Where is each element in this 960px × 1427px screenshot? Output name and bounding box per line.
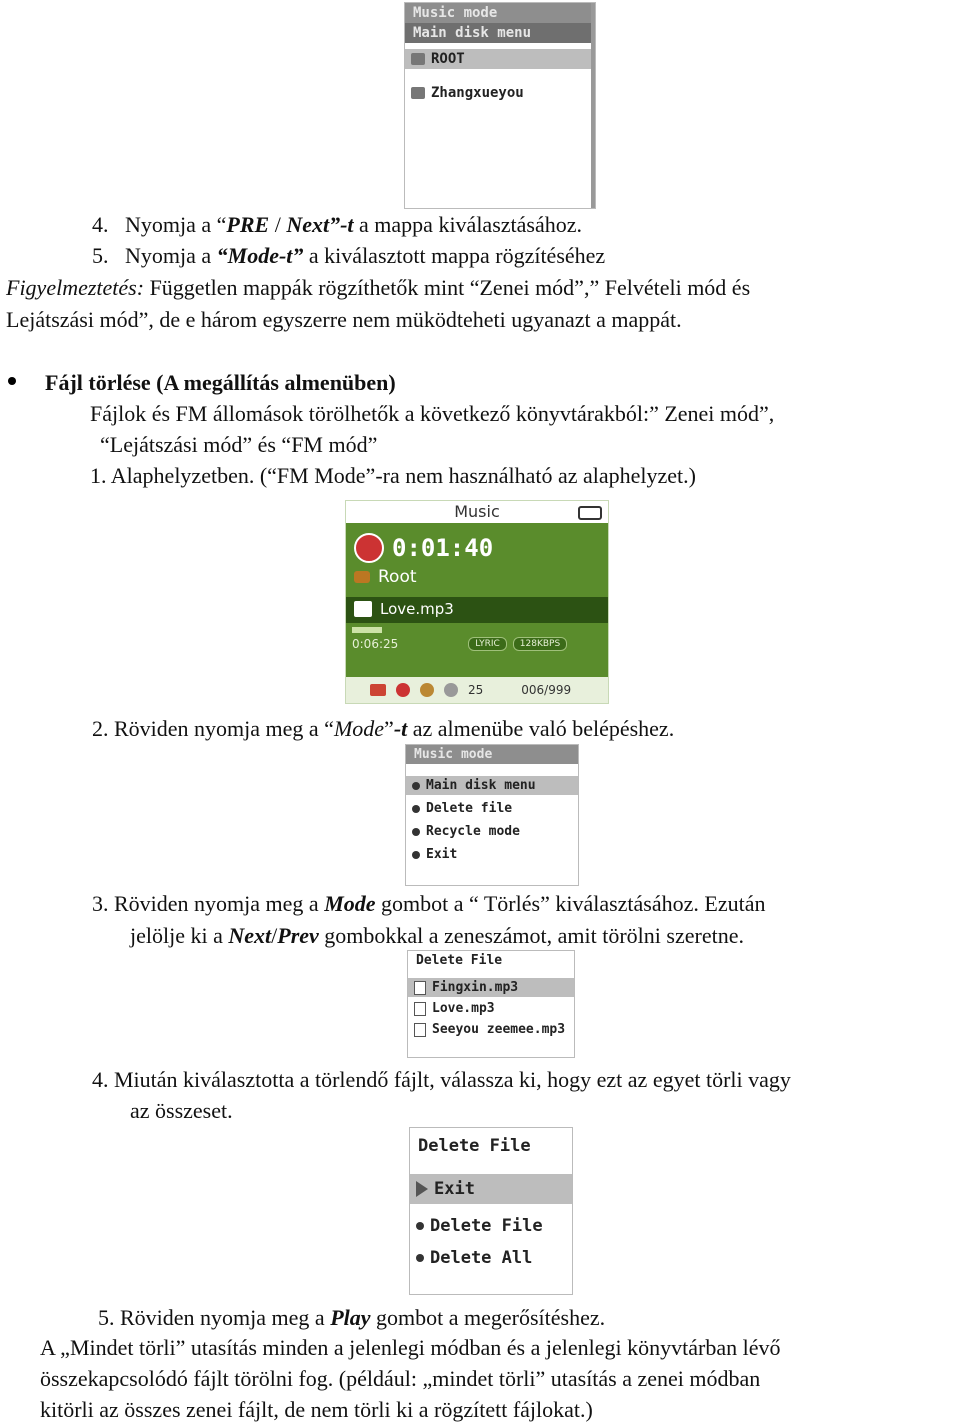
menu-item-root — [405, 49, 595, 69]
file-icon — [414, 981, 426, 995]
menu-title: Music mode — [405, 3, 595, 23]
pre-button-label: PRE — [226, 212, 270, 237]
file-item — [408, 999, 574, 1018]
file-item — [408, 1020, 574, 1039]
music-disc-icon — [354, 533, 384, 563]
step-number: 4. — [92, 212, 109, 237]
option-label: Delete File — [430, 1216, 543, 1236]
music-player-screenshot — [345, 500, 609, 704]
file-name: Fingxin.mp3 — [432, 980, 519, 995]
play-button-label: Play — [330, 1305, 371, 1330]
bullet-icon — [416, 1222, 424, 1230]
selection-arrow-icon — [416, 1181, 428, 1197]
text: gombokkal a zeneszámot, amit törölni szeretne. — [318, 923, 744, 948]
final-paragraph-1: A „Mindet törli” utasítás minden a jelenlegi módban és a jelenlegi könyvtárban lévő — [40, 1335, 781, 1360]
mode-button-label: Mode — [324, 891, 376, 916]
menu-header: Main disk menu — [405, 23, 595, 43]
option-label: Exit — [434, 1179, 475, 1199]
file-icon — [414, 1023, 426, 1037]
menu-item-label: Recycle mode — [426, 824, 520, 839]
file-icon — [414, 1002, 426, 1016]
player-header — [346, 501, 608, 523]
step-3-line-1 — [92, 891, 765, 917]
menu-title: Delete File — [410, 1128, 572, 1158]
text: gombot a “ Törlés” kiválasztásához. Ezután — [375, 891, 766, 916]
menu-item — [406, 845, 578, 864]
file-name: Love.mp3 — [432, 1001, 495, 1016]
step-5b-line — [98, 1305, 605, 1331]
text: 3. Röviden nyomja meg a — [92, 891, 325, 916]
text: az almenübe való belépéshez. — [407, 716, 675, 741]
folder-row — [354, 567, 417, 587]
menu-item — [406, 799, 578, 818]
step-4-line — [92, 212, 582, 238]
menu-item — [406, 776, 578, 795]
file-item — [408, 978, 574, 997]
volume-icon — [444, 683, 458, 697]
player-mode-label: Music — [454, 502, 500, 521]
final-paragraph-2: összekapcsolódó fájlt törölni fog. (például: „mindet törli” utasítás a zenei módban — [40, 1366, 761, 1391]
text: Nyomja a “ — [125, 212, 227, 237]
menu-title: Music mode — [406, 745, 578, 764]
elapsed-time: 0:06:25 — [352, 637, 399, 651]
option-delete-all — [410, 1246, 572, 1270]
mode-button-label: Mode — [333, 716, 385, 741]
spacer — [346, 657, 608, 677]
scrollbar — [591, 3, 595, 208]
submenu-screenshot — [405, 744, 579, 886]
menu-title: Delete File — [408, 951, 574, 970]
text: Nyomja a — [125, 243, 217, 268]
warning-line-2: Lejátszási mód”, de e három egyszerre nem müködteheti ugyanazt a mappát. — [6, 307, 682, 332]
next-button-label: Next — [228, 923, 272, 948]
time-row — [354, 533, 493, 563]
final-paragraph-3: kitörli az összes zenei fájlt, de nem törli ki a rögzített fájlokat.) — [40, 1397, 593, 1422]
option-exit — [410, 1174, 572, 1204]
folder-name: Root — [378, 567, 417, 587]
text: gombot a megerősítéshez. — [370, 1305, 606, 1330]
text: jelölje ki a — [130, 923, 229, 948]
text: a kiválasztott mappa rögzítéséhez — [303, 243, 606, 268]
text: / — [269, 212, 287, 237]
delete-options-screenshot — [409, 1127, 573, 1295]
volume-level: 25 — [468, 683, 484, 697]
mode-icon — [420, 683, 434, 697]
file-name: Seeyou zeemee.mp3 — [432, 1022, 566, 1037]
step-number: 5. — [92, 243, 109, 268]
progress-bar — [352, 627, 382, 633]
menu-item-label: Zhangxueyou — [431, 85, 524, 101]
track-counter: 006/999 — [521, 683, 572, 697]
option-label: Delete All — [430, 1248, 533, 1268]
play-time: 0:01:40 — [392, 534, 494, 562]
step-4b-line-2: az összeset. — [130, 1098, 233, 1123]
option-delete-file — [410, 1214, 572, 1238]
bullet-icon — [8, 377, 16, 385]
music-mode-menu-screenshot — [404, 2, 596, 209]
next-button-label: Next”-t — [286, 212, 354, 237]
repeat-icon — [396, 683, 410, 697]
text: 2. Röviden nyomja meg a “ — [92, 716, 334, 741]
menu-item-label: Exit — [426, 847, 458, 862]
file-name: Love.mp3 — [380, 600, 454, 618]
text: / — [271, 923, 278, 948]
menu-item-label: Delete file — [426, 801, 513, 816]
step-5-line — [92, 243, 605, 269]
step-2-line — [92, 716, 674, 742]
menu-item-folder — [405, 83, 595, 103]
mp3-file-icon — [354, 601, 372, 617]
bullet-icon — [412, 805, 420, 813]
bitrate-badge: 128KBPS — [513, 637, 567, 651]
text: 5. Röviden nyomja meg a — [98, 1305, 331, 1330]
prev-button-label: Prev — [277, 923, 319, 948]
step-3-line-2 — [130, 923, 744, 949]
text: a mappa kiválasztásához. — [353, 212, 582, 237]
player-footer — [346, 677, 608, 703]
status-row — [352, 637, 567, 651]
menu-item-label: ROOT — [431, 51, 465, 67]
section-text-1: Fájlok és FM állomások törölhetők a következő könyvtárakból:” Zenei mód”, — [90, 401, 775, 426]
mode-button-label: “Mode-t” — [216, 243, 304, 268]
battery-icon — [578, 506, 602, 520]
text: -t — [393, 716, 408, 741]
warning-line-1 — [6, 275, 750, 301]
bullet-icon — [412, 851, 420, 859]
bullet-icon — [412, 828, 420, 836]
folder-icon — [411, 53, 425, 65]
menu-item-label: Main disk menu — [426, 778, 536, 793]
step-4b-line-1: 4. Miután kiválasztotta a törlendő fájlt, válassza ki, hogy ezt az egyet törli vagy — [92, 1067, 791, 1092]
warning-label: Figyelmeztetés: — [6, 275, 145, 300]
section-text-2: “Lejátszási mód” és “FM mód” — [100, 432, 378, 457]
warning-text: Független mappák rögzíthetők mint “Zenei mód”,” Felvételi mód és — [144, 275, 751, 300]
file-row — [354, 600, 454, 618]
bullet-icon — [416, 1254, 424, 1262]
section-text-3: 1. Alaphelyzetben. (“FM Mode”-ra nem használható az alaphelyzet.) — [90, 463, 696, 488]
folder-icon — [354, 571, 370, 583]
eq-icon — [370, 684, 386, 696]
menu-item — [406, 822, 578, 841]
bullet-icon — [412, 782, 420, 790]
delete-file-list-screenshot — [407, 950, 575, 1058]
section-title: Fájl törlése (A megállítás almenüben) — [45, 370, 396, 395]
folder-icon — [411, 87, 425, 99]
lyric-badge: LYRIC — [468, 637, 507, 651]
text: ” — [384, 716, 394, 741]
